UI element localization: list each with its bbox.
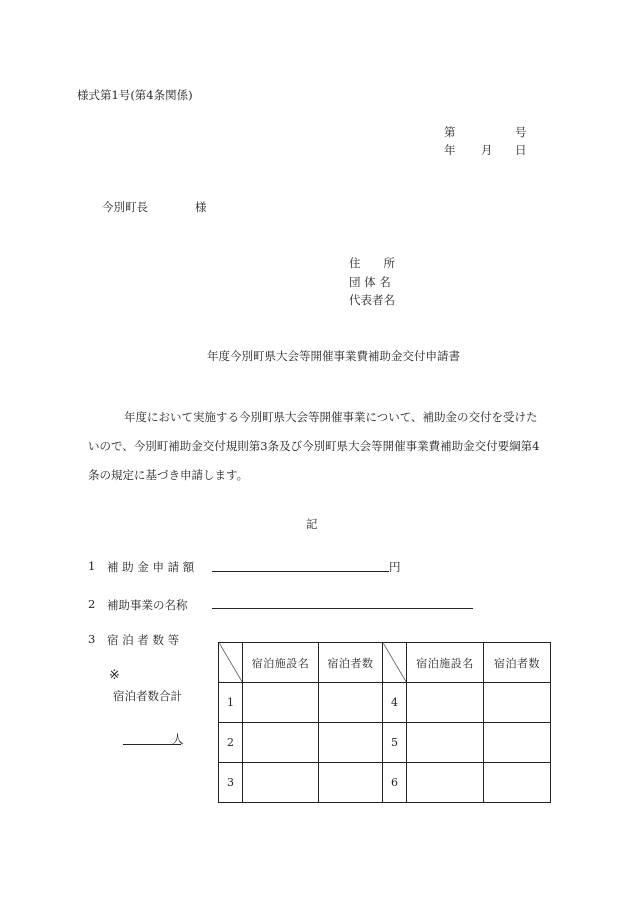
header-facility-name: 宿泊施設名 [407, 643, 484, 683]
facility-name-cell[interactable] [243, 763, 319, 803]
facility-name-cell[interactable] [407, 683, 484, 723]
doc-number-go: 号 [515, 125, 527, 139]
lodger-count-cell[interactable] [484, 723, 551, 763]
ki-heading: 記 [306, 517, 318, 531]
diagonal-header-cell [219, 643, 243, 683]
lodger-count-cell[interactable] [484, 683, 551, 723]
lodger-count-cell[interactable] [319, 723, 383, 763]
lodger-count-cell[interactable] [319, 763, 383, 803]
body-line-1: 年度において実施する今別町県大会等開催事業について、補助金の交付を受けた [124, 410, 538, 424]
item-1-unit: 円 [389, 560, 401, 574]
lodger-count-cell[interactable] [484, 763, 551, 803]
lodging-table-header-row [219, 643, 551, 683]
date-month: 月 [481, 143, 493, 157]
facility-name-cell[interactable] [243, 723, 319, 763]
header-facility-name: 宿泊施設名 [243, 643, 319, 683]
body-line-3: 条の規定に基づき申請します。 [88, 468, 249, 482]
applicant-rep-label: 代表者名 [349, 293, 395, 307]
lodger-count-cell[interactable] [319, 683, 383, 723]
date-day: 日 [515, 143, 527, 157]
item-2-name-line[interactable] [212, 608, 473, 609]
item-3-label: 宿 泊 者 数 等 [107, 633, 180, 647]
item-1-number: 1 [88, 559, 96, 573]
note-total-label: 宿泊者数合計 [113, 689, 182, 703]
item-1-amount-line[interactable] [212, 571, 389, 572]
row-number: 1 [219, 683, 243, 723]
note-total-unit: 人 [172, 732, 184, 746]
header-lodger-count: 宿泊者数 [484, 643, 551, 683]
applicant-address-label: 住 所 [349, 256, 395, 270]
facility-name-cell[interactable] [243, 683, 319, 723]
item-2-label: 補助事業の名称 [107, 598, 188, 612]
facility-name-cell[interactable] [407, 763, 484, 803]
row-number: 4 [383, 683, 407, 723]
note-mark: ※ [109, 668, 120, 683]
row-number: 5 [383, 723, 407, 763]
diagonal-header-cell [383, 643, 407, 683]
applicant-group-label: 団 体 名 [349, 275, 391, 289]
document-title: 年度今別町県大会等開催事業費補助金交付申請書 [207, 349, 460, 363]
item-3-number: 3 [88, 632, 96, 646]
addressee-name: 今別町長 [102, 200, 148, 214]
item-2-number: 2 [88, 597, 96, 611]
form-number: 様式第1号(第4条関係) [77, 88, 193, 102]
lodging-table [218, 642, 551, 803]
addressee-honorific: 様 [195, 200, 207, 214]
row-number: 3 [219, 763, 243, 803]
doc-number-dai: 第 [444, 125, 456, 139]
date-year: 年 [444, 143, 456, 157]
facility-name-cell[interactable] [407, 723, 484, 763]
body-line-2: いので、今別町補助金交付規則第3条及び今別町県大会等開催事業費補助金交付要綱第4 [88, 439, 540, 453]
table-row [219, 763, 551, 803]
item-1-label: 補 助 金 申 請 額 [107, 560, 195, 574]
row-number: 6 [383, 763, 407, 803]
table-row [219, 723, 551, 763]
table-row [219, 683, 551, 723]
row-number: 2 [219, 723, 243, 763]
header-lodger-count: 宿泊者数 [319, 643, 383, 683]
